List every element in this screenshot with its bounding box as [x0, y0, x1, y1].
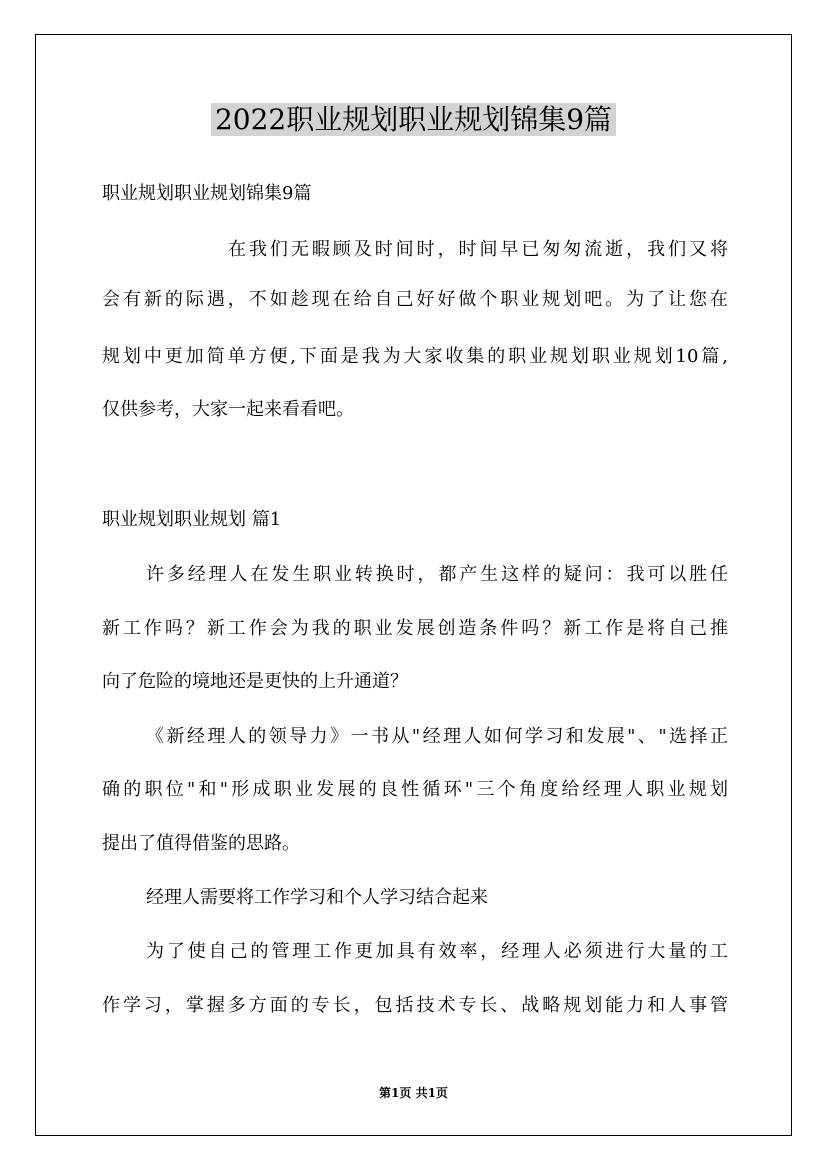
paragraph-line: 许多经理人在发生职业转换时，都产生这样的疑问：我可以胜任 — [146, 564, 728, 585]
paragraph-line: 《新经理人的领导力》一书从"经理人如何学习和发展"、"选择正 — [146, 726, 728, 747]
page-footer — [0, 1085, 827, 1101]
subtitle-line: 职业规划职业规划锦集9篇 — [102, 183, 312, 204]
section-heading: 职业规划职业规划 篇1 — [102, 509, 282, 530]
paragraph-line: 规划中更加简单方便,下面是我为大家收集的职业规划职业规划10篇, — [102, 346, 728, 367]
paragraph-line: 在我们无暇顾及时间时，时间早已匆匆流逝，我们又将 — [228, 239, 728, 260]
subheading-line: 经理人需要将工作学习和个人学习结合起来 — [146, 887, 488, 908]
paragraph-line: 确的职位"和"形成职业发展的良性循环"三个角度给经理人职业规划 — [102, 779, 728, 800]
document-title — [0, 100, 827, 140]
paragraph-line: 会有新的际遇，不如趁现在给自己好好做个职业规划吧。为了让您在 — [102, 289, 728, 310]
paragraph-line: 向了危险的境地还是更快的上升通道？ — [102, 671, 408, 692]
paragraph-line: 作学习，掌握多方面的专长，包括技术专长、战略规划能力和人事管 — [102, 995, 728, 1016]
paragraph-line: 为了使自己的管理工作更加具有效率，经理人必须进行大量的工 — [146, 941, 728, 962]
page-number: 第1页 共1页 — [379, 1086, 448, 1100]
paragraph-line: 提出了值得借鉴的思路。 — [102, 833, 300, 854]
paragraph-line: 新工作吗？新工作会为我的职业发展创造条件吗？新工作是将自己推 — [102, 618, 728, 639]
document-title-text: 2022职业规划职业规划锦集9篇 — [211, 103, 616, 136]
paragraph-line: 仅供参考，大家一起来看看吧。 — [102, 399, 354, 420]
